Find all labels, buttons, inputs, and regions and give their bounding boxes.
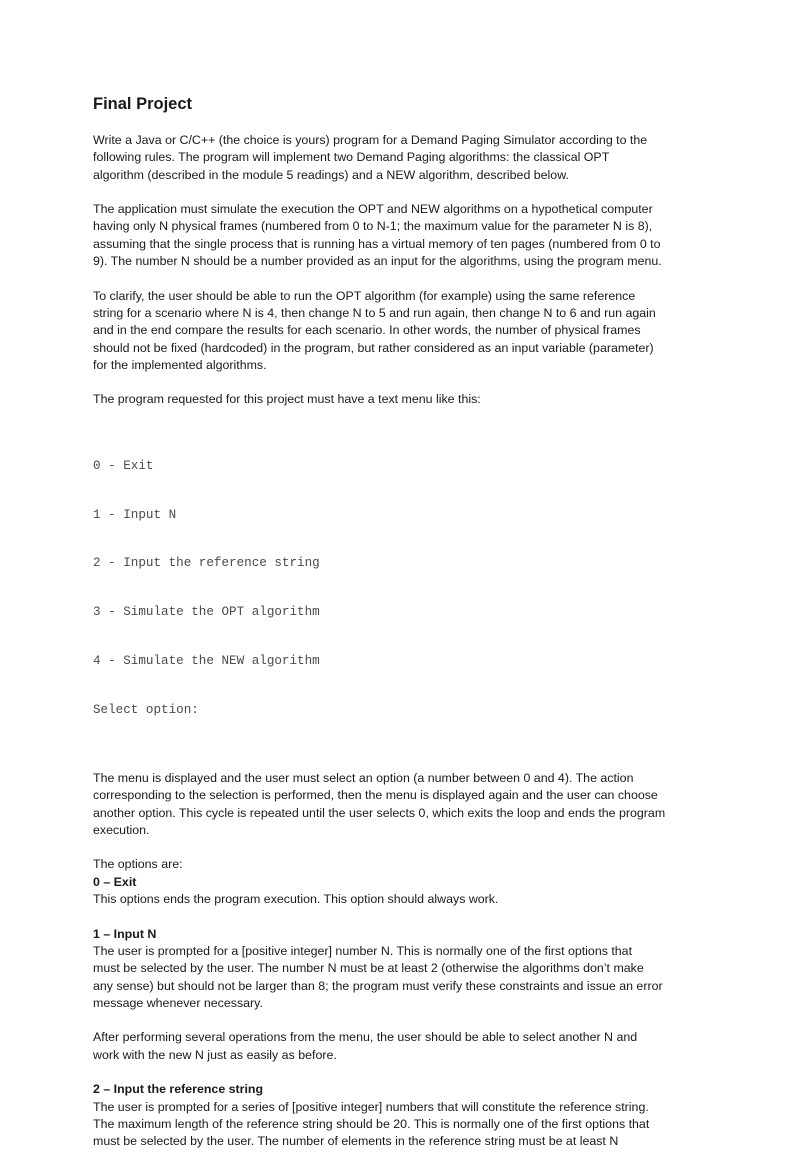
text-line: message whenever necessary. (93, 995, 263, 1010)
menu-description-paragraph (93, 770, 703, 839)
menu-intro-paragraph (93, 391, 703, 408)
menu-line: 2 - Input the reference string (93, 556, 320, 571)
text-line: Write a Java or C/C++ (the choice is yours) program for a Demand Paging Simulator according to the (93, 133, 648, 147)
intro-paragraph (93, 132, 703, 184)
document-page (93, 93, 703, 1168)
option-0-heading: 0 – Exit (93, 874, 137, 889)
option-0-text: This options ends the program execution. This option should always work. (93, 892, 499, 907)
text-line: 9). The number N should be a number provided as an input for the algorithms, using the program menu. (93, 254, 662, 269)
options-section (93, 856, 703, 908)
text-line: The user is prompted for a series of [positive integer] numbers that will constitute the reference string. (93, 1099, 649, 1114)
text-line: The maximum length of the reference string should be 20. This is normally one of the first options that (93, 1116, 650, 1131)
menu-line: 4 - Simulate the NEW algorithm (93, 654, 320, 669)
option-2-section (93, 1081, 703, 1150)
text-line: work with the new N just as easily as before. (93, 1047, 337, 1062)
options-intro: The options are: (93, 857, 183, 872)
text-line: execution. (93, 822, 150, 837)
text-line: The program requested for this project must have a text menu like this: (93, 392, 481, 407)
text-line: assuming that the single process that is running has a virtual memory of ten pages (numbered from 0 to (93, 236, 661, 251)
option-1-heading: 1 – Input N (93, 926, 157, 941)
text-line: string for a scenario where N is 4, then change N to 5 and run again, then change N to 6 and run again (93, 305, 656, 320)
page-title: Final Project (93, 95, 193, 113)
text-line: After performing several operations from the menu, the user should be able to select another N and (93, 1030, 638, 1045)
text-line: corresponding to the selection is performed, then the menu is displayed again and the user can choose (93, 788, 658, 803)
text-line: having only N physical frames (numbered from 0 to N-1; the maximum value for the parameter N is 8), (93, 219, 653, 234)
simulation-paragraph (93, 201, 703, 270)
text-line: for the implemented algorithms. (93, 357, 267, 372)
text-line: must be selected by the user. The number N must be at least 2 (otherwise the algorithms don’t make (93, 961, 644, 976)
text-line: and in the end compare the results for each scenario. In other words, the number of physical frames (93, 323, 641, 338)
text-line: To clarify, the user should be able to run the OPT algorithm (for example) using the same reference (93, 288, 636, 303)
text-line: The user is prompted for a [positive integer] number N. This is normally one of the first options that (93, 943, 633, 958)
option-1-after-paragraph (93, 1029, 703, 1064)
text-line: any sense) but should not be larger than 8; the program must verify these constraints and issue an error (93, 978, 663, 993)
menu-line: Select option: (93, 703, 199, 718)
text-line: algorithm (described in the module 5 readings) and a NEW algorithm, described below. (93, 167, 569, 182)
text-line: must be selected by the user. The number of elements in the reference string must be at least N (93, 1134, 619, 1149)
text-line: another option. This cycle is repeated until the user selects 0, which exits the loop and ends the program (93, 805, 666, 820)
menu-line: 3 - Simulate the OPT algorithm (93, 605, 320, 620)
option-2-heading: 2 – Input the reference string (93, 1082, 264, 1097)
option-1-section (93, 926, 703, 1012)
text-line: should not be fixed (hardcoded) in the program, but rather considered as an input variable (parameter) (93, 340, 654, 355)
menu-line: 0 - Exit (93, 458, 154, 473)
text-line: The menu is displayed and the user must select an option (a number between 0 and 4). The action (93, 770, 634, 785)
text-line: following rules. The program will implement two Demand Paging algorithms: the classical OPT (93, 150, 610, 165)
menu-code-block (93, 425, 703, 751)
menu-line: 1 - Input N (93, 507, 177, 522)
clarify-paragraph (93, 288, 703, 374)
text-line: The application must simulate the execution the OPT and NEW algorithms on a hypothetical computer (93, 202, 653, 217)
